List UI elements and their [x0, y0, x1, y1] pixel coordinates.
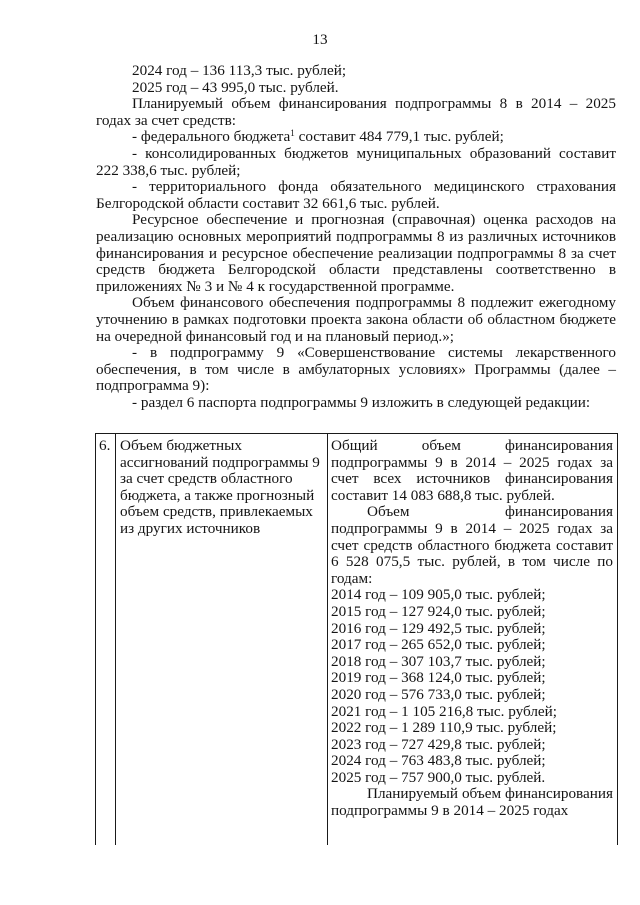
year-item: 2025 год – 757 900,0 тыс. рублей.: [331, 768, 546, 786]
regional-funding-text: Объем финансирования подпрограммы 9 в 2014 – 2025 годах за счет средств областного бюджета составит 6 528 075,5 тыс. рублей, в том числе по годам:: [331, 503, 613, 587]
year-item: 2020 год – 576 733,0 тыс. рублей;: [331, 685, 546, 703]
total-funding-text: Общий объем финансирования подпрограммы 9 в 2014 – 2025 годах за счет всех источников финансирования составит 14 083 688,8 тыс. рублей.: [331, 437, 613, 504]
municipal-budget-line: - консолидированных бюджетов муниципальных образований составит 222 338,6 тыс. рублей;: [96, 144, 616, 179]
footnote-marker: 1: [290, 128, 295, 139]
year-line-2024: 2024 год – 136 113,3 тыс. рублей;: [132, 62, 347, 79]
federal-budget-suffix: составит 484 779,1 тыс. рублей;: [294, 128, 504, 146]
year-item: 2023 год – 727 429,8 тыс. рублей;: [331, 735, 546, 753]
year-item: 2014 год – 109 905,0 тыс. рублей;: [331, 586, 546, 604]
federal-budget-line: [96, 129, 616, 146]
planned-funding-intro: Планируемый объем финансирования подпрограммы 8 в 2014 – 2025 годах за счет средств:: [96, 95, 616, 129]
year-item: 2015 год – 127 924,0 тыс. рублей;: [331, 602, 546, 620]
territorial-fund-line: - территориального фонда обязательного медицинского страхования Белгородской области составит 32 661,6 тыс. рублей.: [96, 178, 616, 212]
table-row-value: [328, 434, 617, 845]
year-item: 2022 год – 1 289 110,9 тыс. рублей;: [331, 719, 557, 737]
year-line-2025: 2025 год – 43 995,0 тыс. рублей.: [132, 78, 339, 96]
table-row-name: Объем бюджетных ассигнований подпрограммы 9 за счет средств областного бюджета, а также прогнозный объем средств, привлекаемых из других источников: [116, 434, 328, 845]
years-list: [331, 587, 613, 786]
year-item: 2018 год – 307 103,7 тыс. рублей;: [331, 652, 546, 670]
document-body: [96, 63, 616, 411]
federal-budget-prefix: - федерального бюджета: [132, 128, 291, 146]
year-item: 2021 год – 1 105 216,8 тыс. рублей;: [331, 702, 558, 720]
year-item: 2024 год – 763 483,8 тыс. рублей;: [331, 752, 546, 770]
year-item: 2016 год – 129 492,5 тыс. рублей;: [331, 619, 546, 637]
resource-paragraph: Ресурсное обеспечение и прогнозная (справочная) оценка расходов на реализацию основных мероприятий подпрограммы 8 из различных источников финансирования и ресурсное обеспечение реализации подпрограммы 8 за счет средств бюджета Белгородской области представлены соответственно в приложениях № 3 и № 4 к государственной программе.: [96, 211, 616, 295]
clarification-paragraph: Объем финансового обеспечения подпрограммы 8 подлежит ежегодному уточнению в рамках подготовки проекта закона области об областном бюджете на очередной финансовый год и на плановый период.»;: [96, 294, 616, 345]
subprogram9-paragraph: - в подпрограмму 9 «Совершенствование системы лекарственного обеспечения, в том числе в амбулаторных условиях» Программы (далее – подпрограмма 9):: [96, 344, 616, 395]
page-number: 13: [312, 31, 328, 48]
passport-table: [95, 433, 618, 845]
planned-funding-text: Планируемый объем финансирования подпрограммы 9 в 2014 – 2025 годах: [331, 785, 613, 820]
section6-paragraph: - раздел 6 паспорта подпрограммы 9 изложить в следующей редакции:: [132, 393, 591, 411]
table-row-number: 6.: [96, 434, 116, 845]
year-item: 2017 год – 265 652,0 тыс. рублей;: [331, 636, 546, 654]
year-item: 2019 год – 368 124,0 тыс. рублей;: [331, 669, 546, 687]
